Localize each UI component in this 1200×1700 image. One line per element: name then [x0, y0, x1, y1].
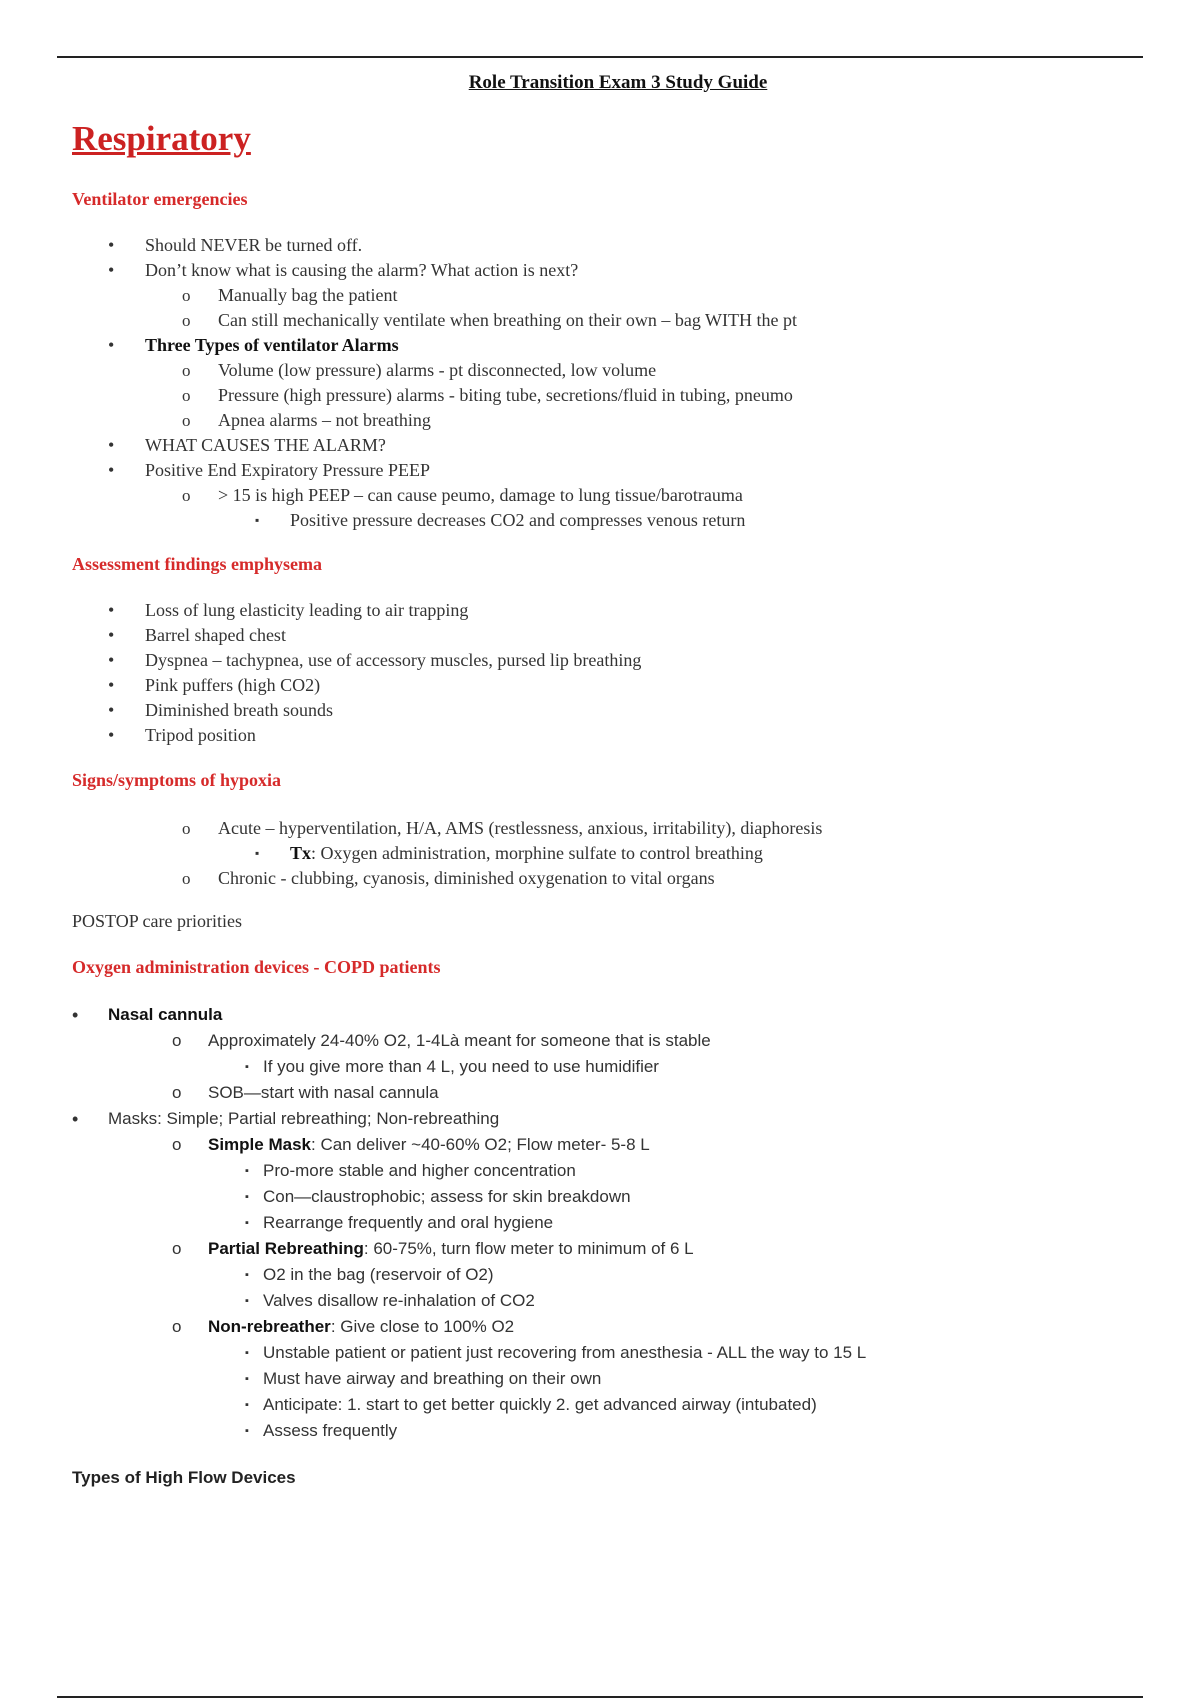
list-item-bold-lead: Partial Rebreathing: [208, 1239, 364, 1258]
list-item-text: [263, 1210, 553, 1236]
list-item-text: [208, 1028, 711, 1054]
list-item-body: Barrel shaped chest: [145, 625, 286, 645]
list-item-body: Pressure (high pressure) alarms - biting tube, secretions/fluid in tubing, pneumo: [218, 385, 793, 405]
list-item-text: [218, 383, 793, 408]
list-item-text: [263, 1054, 659, 1080]
bullet-icon: ▪: [245, 1399, 249, 1411]
list-item-text: [218, 308, 797, 333]
list-item-body: : Oxygen administration, morphine sulfate to control breathing: [311, 843, 763, 863]
bullet-icon: ▪: [245, 1347, 249, 1359]
list-item-text: [208, 1314, 514, 1340]
list-item-body: Dyspnea – tachypnea, use of accessory muscles, pursed lip breathing: [145, 650, 642, 670]
list-item-text: [145, 433, 386, 458]
bullet-icon: ▪: [245, 1425, 249, 1437]
bullet-icon: •: [108, 725, 115, 745]
list-item-body: Chronic - clubbing, cyanosis, diminished oxygenation to vital organs: [218, 868, 715, 888]
list-item-body: WHAT CAUSES THE ALARM?: [145, 435, 386, 455]
list-item-text: [208, 1080, 439, 1106]
bullet-icon: •: [108, 625, 115, 645]
heading-emphysema: Assessment findings emphysema: [72, 554, 323, 574]
list-item-text: [145, 258, 578, 283]
list-item-body: O2 in the bag (reservoir of O2): [263, 1265, 494, 1284]
list-item-text: [108, 1002, 222, 1028]
bullet-icon: •: [108, 460, 115, 480]
bullet-icon: ▪: [245, 1165, 249, 1177]
bullet-icon: •: [108, 260, 115, 280]
list-item-bold-lead: Three Types of ventilator Alarms: [145, 335, 399, 355]
bottom-rule: [57, 1696, 1143, 1698]
list-item-text: [145, 598, 468, 623]
list-item-body: Assess frequently: [263, 1421, 398, 1440]
bullet-icon: o: [172, 1031, 182, 1050]
bullet-icon: o: [182, 411, 191, 430]
bullet-icon: o: [182, 361, 191, 380]
list-item-text: [218, 283, 397, 308]
bullet-icon: o: [172, 1083, 182, 1102]
list-item-body: SOB—start with nasal cannula: [208, 1083, 439, 1102]
list-item-text: [145, 723, 256, 748]
bullet-icon: o: [172, 1317, 182, 1336]
list-item-text: [208, 1132, 650, 1158]
list-item-text: [263, 1392, 817, 1418]
list-item-body: Con—claustrophobic; assess for skin breakdown: [263, 1187, 631, 1206]
list-item-body: Tripod position: [145, 725, 256, 745]
list-item-text: [218, 358, 656, 383]
list-item-body: Unstable patient or patient just recovering from anesthesia - ALL the way to 15 L: [263, 1343, 867, 1362]
list-item-body: Volume (low pressure) alarms - pt disconnected, low volume: [218, 360, 657, 380]
list-item-body: Diminished breath sounds: [145, 700, 333, 720]
heading-ventilator-emergencies: Ventilator emergencies: [72, 189, 248, 209]
list-item-text: [145, 648, 641, 673]
list-item-body: Should NEVER be turned off.: [145, 235, 363, 255]
bullet-icon: ▪: [245, 1191, 249, 1203]
list-item-body: Approximately 24-40% O2, 1-4Là meant for someone that is stable: [208, 1031, 711, 1050]
list-item-text: [145, 233, 362, 258]
bullet-icon: o: [182, 486, 191, 505]
bullet-icon: •: [108, 600, 115, 620]
bullet-icon: •: [108, 435, 115, 455]
bullet-icon: ▪: [245, 1269, 249, 1281]
top-rule: [57, 56, 1143, 58]
bullet-icon: o: [182, 386, 191, 405]
list-item-text: [290, 508, 745, 533]
list-item-body: Positive End Expiratory Pressure PEEP: [145, 460, 430, 480]
bullet-icon: ▪: [245, 1373, 249, 1385]
list-item-body: Masks: Simple; Partial rebreathing; Non-rebreathing: [108, 1109, 500, 1128]
bullet-icon: ▪: [245, 1295, 249, 1307]
list-item-bold-lead: Simple Mask: [208, 1135, 311, 1154]
list-item-text: [263, 1262, 494, 1288]
bullet-icon: ▪: [245, 1217, 249, 1229]
list-item-text: [108, 1106, 499, 1132]
document-title: Role Transition Exam 3 Study Guide: [468, 72, 768, 93]
list-item-text: [263, 1340, 866, 1366]
list-item-body: : 60-75%, turn flow meter to minimum of 6 L: [363, 1239, 694, 1258]
bullet-icon: •: [108, 335, 115, 355]
list-item-text: [218, 408, 431, 433]
bullet-icon: ▪: [255, 846, 260, 860]
list-item-text: [145, 623, 286, 648]
list-item-body: > 15 is high PEEP – can cause peumo, damage to lung tissue/barotrauma: [218, 485, 743, 505]
list-item-body: Apnea alarms – not breathing: [218, 410, 431, 430]
list-item-body: Valves disallow re-inhalation of CO2: [263, 1291, 535, 1310]
list-item-body: Rearrange frequently and oral hygiene: [263, 1213, 554, 1232]
bullet-icon: o: [182, 286, 191, 305]
list-item-body: Pro-more stable and higher concentration: [263, 1161, 576, 1180]
list-item-bold-lead: Tx: [290, 843, 312, 863]
heading-hypoxia: Signs/symptoms of hypoxia: [72, 770, 282, 790]
list-item-body: Positive pressure decreases CO2 and compresses venous return: [290, 510, 746, 530]
list-item-body: Must have airway and breathing on their own: [263, 1369, 602, 1388]
bullet-icon: ▪: [245, 1061, 249, 1073]
list-item-body: Loss of lung elasticity leading to air trapping: [145, 600, 469, 620]
list-item-body: : Give close to 100% O2: [330, 1317, 515, 1336]
heading-oxygen-devices: Oxygen administration devices - COPD patients: [72, 957, 441, 977]
list-item-bold-lead: Non-rebreather: [208, 1317, 331, 1336]
list-item-body: Don’t know what is causing the alarm? What action is next?: [145, 260, 579, 280]
postop-text: POSTOP care priorities: [72, 911, 242, 931]
bullet-icon: o: [182, 819, 191, 838]
list-item-text: [208, 1236, 694, 1262]
list-item-body: Can still mechanically ventilate when breathing on their own – bag WITH the pt: [218, 310, 798, 330]
bullet-icon: •: [108, 700, 115, 720]
list-item-body: Manually bag the patient: [218, 285, 398, 305]
list-item-text: [263, 1184, 631, 1210]
bullet-icon: •: [72, 1005, 79, 1025]
bullet-icon: •: [108, 235, 115, 255]
bullet-icon: •: [72, 1109, 79, 1129]
list-item-text: [218, 866, 715, 891]
list-item-body: Pink puffers (high CO2): [145, 675, 321, 695]
list-item-text: [263, 1158, 576, 1184]
list-item-body: If you give more than 4 L, you need to use humidifier: [263, 1057, 659, 1076]
section-heading-respiratory: Respiratory: [72, 119, 251, 158]
list-item-text: [290, 841, 763, 866]
bullet-icon: o: [182, 311, 191, 330]
list-item-text: [263, 1288, 535, 1314]
bullet-icon: •: [108, 650, 115, 670]
list-item-body: Acute – hyperventilation, H/A, AMS (restlessness, anxious, irritability), diaphoresis: [218, 818, 823, 838]
list-item-text: [145, 458, 430, 483]
list-item-text: [145, 698, 333, 723]
bullet-icon: •: [108, 675, 115, 695]
list-item-text: [145, 333, 399, 358]
bullet-icon: o: [172, 1135, 182, 1154]
bullet-icon: ▪: [255, 513, 260, 527]
heading-high-flow-devices: Types of High Flow Devices: [72, 1468, 296, 1487]
bullet-icon: o: [182, 869, 191, 888]
list-item-body: : Can deliver ~40-60% O2; Flow meter- 5-8 L: [311, 1135, 650, 1154]
list-item-text: [218, 483, 743, 508]
list-item-body: Anticipate: 1. start to get better quickly 2. get advanced airway (intubated): [263, 1395, 817, 1414]
list-item-text: [218, 816, 822, 841]
list-item-bold-lead: Nasal cannula: [108, 1005, 223, 1024]
bullet-icon: o: [172, 1239, 182, 1258]
list-item-text: [263, 1366, 601, 1392]
list-item-text: [263, 1418, 397, 1444]
list-item-text: [145, 673, 320, 698]
